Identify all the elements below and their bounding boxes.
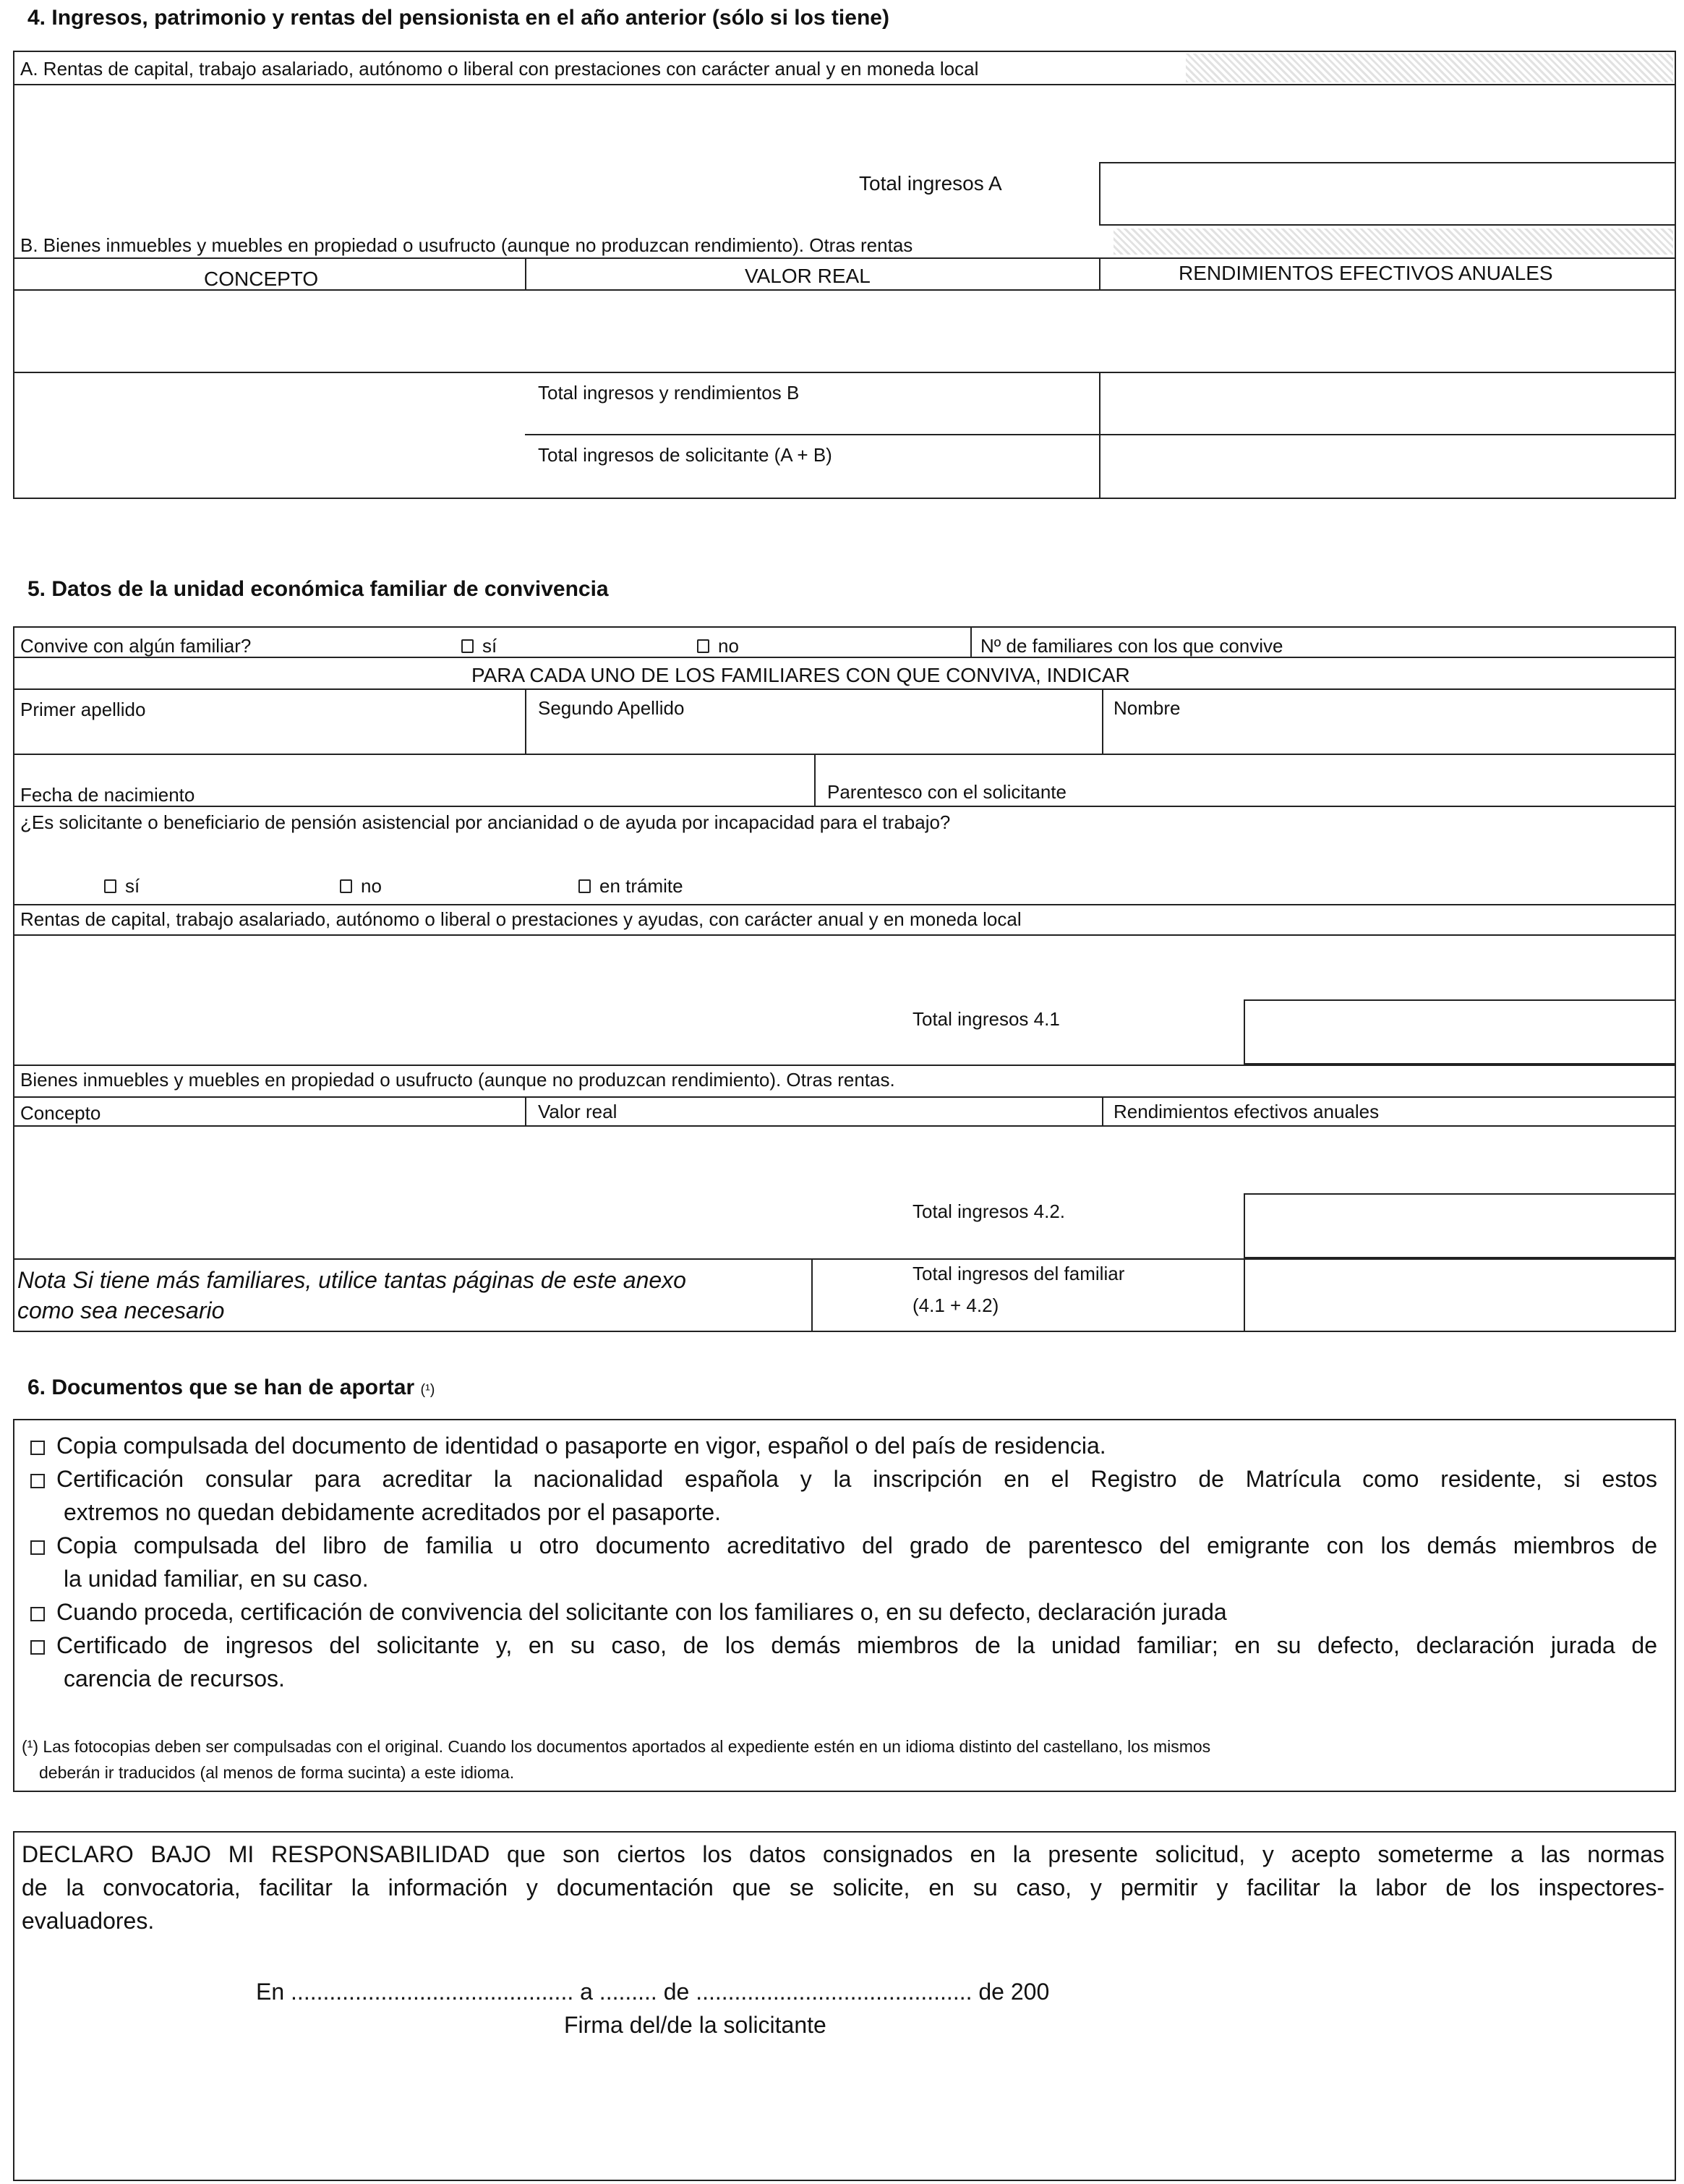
convive-no-option[interactable]: no [697,636,739,655]
list-item: Copia compulsada del libro de familia u otro documento acreditativo del grado de parentesco del emigrante con los demás miembros de [30,1532,1657,1560]
para-cada-heading: PARA CADA UNO DE LOS FAMILIARES CON QUE CONVIVA, INDICAR [471,664,1130,686]
total-ab-label: Total ingresos de solicitante (A + B) [538,444,832,466]
checkbox-no[interactable] [340,879,352,893]
convive-label: Convive con algún familiar? [20,635,252,657]
document-checkbox[interactable] [30,1474,45,1488]
pension-tramite-option[interactable]: en trámite [578,876,683,895]
list-item: Cuando proceda, certificación de convivencia del solicitante con los familiares o, en su defecto, declaración jurada [30,1598,1657,1626]
col-valor-real: Valor real [538,1101,617,1122]
list-item-continuation: extremos no quedan debidamente acreditados por el pasaporte. [64,1499,722,1525]
col-valor-real: VALOR REAL [745,265,871,287]
parentesco-label: Parentesco con el solicitante [827,781,1067,803]
rentas-label: Rentas de capital, trabajo asalariado, autónomo o liberal o prestaciones y ayudas, con carácter anual y en moneda local [20,908,1022,930]
convive-si-option[interactable]: sí [461,636,497,655]
document-checkbox[interactable] [30,1640,45,1655]
num-familiares-label: Nº de familiares con los que convive [980,635,1283,657]
checkbox-si[interactable] [461,639,474,653]
nombre-label: Nombre [1114,697,1181,719]
nota-line1: Nota Si tiene más familiares, utilice tantas páginas de este anexo [17,1267,686,1293]
shaded-area [1114,229,1673,255]
firma-label: Firma del/de la solicitante [564,2012,826,2038]
document-checkbox[interactable] [30,1540,45,1555]
footnote-line2: deberán ir traducidos (al menos de forma sucinta) a este idioma. [39,1763,515,1782]
section4-title: 4. Ingresos, patrimonio y rentas del pensionista en el año anterior (sólo si los tiene) [27,6,889,30]
declaration-line3: evaluadores. [22,1908,155,1934]
checkbox-no[interactable] [697,639,709,653]
primer-apellido-label: Primer apellido [20,699,146,720]
pension-si-option[interactable]: sí [104,876,140,895]
pension-no-option[interactable]: no [340,876,382,895]
list-item-continuation: carencia de recursos. [64,1665,285,1692]
segundo-apellido-label: Segundo Apellido [538,697,685,719]
checkbox-si[interactable] [104,879,116,893]
fecha-nacimiento-label: Fecha de nacimiento [20,784,195,806]
total-familiar-line2: (4.1 + 4.2) [912,1294,999,1316]
total-42-field[interactable] [1244,1193,1676,1258]
col-rendimientos: Rendimientos efectivos anuales [1114,1101,1380,1122]
total-a-field[interactable] [1099,162,1676,226]
nota-line2: como sea necesario [17,1297,225,1323]
section4-b-header: B. Bienes inmuebles y muebles en propiedad o usufructo (aunque no produzcan rendimiento). Otras rentas [20,234,913,256]
total-ab-field[interactable] [1099,434,1676,499]
declaration-line2: de la convocatoria, facilitar la información y documentación que se solicite, en su caso, y permitir y facilitar la labor de los inspectores- [22,1874,1664,1901]
section6-title: 6. Documentos que se han de aportar (¹) [27,1375,435,1399]
total-a-label: Total ingresos A [859,172,1002,195]
shaded-area [1186,54,1673,82]
footnote-line1: (¹) Las fotocopias deben ser compulsadas con el original. Cuando los documentos aportados al expediente estén en un idioma distinto del castellano, los mismos [22,1737,1211,1756]
document-checkbox[interactable] [30,1607,45,1621]
checkbox-en-tramite[interactable] [578,879,591,893]
list-item-continuation: la unidad familiar, en su caso. [64,1566,369,1592]
list-item: Certificado de ingresos del solicitante y, en su caso, de los demás miembros de la unidad familiar; en su defecto, declaración jurada de [30,1631,1657,1660]
col-concepto: Concepto [20,1102,101,1124]
col-concepto: CONCEPTO [204,268,319,290]
place-date-line[interactable]: En ............................................ a ......... de ........................................... de 200 [256,1979,1050,2005]
declaration-line1: DECLARO BAJO MI RESPONSABILIDAD que son ciertos los datos consignados en la presente solicitud, y acepto someterme a las normas [22,1841,1664,1867]
total-b-label: Total ingresos y rendimientos B [538,382,800,404]
total-41-field[interactable] [1244,999,1676,1065]
bienes-label: Bienes inmuebles y muebles en propiedad o usufructo (aunque no produzcan rendimiento). Otras rentas. [20,1069,895,1091]
list-item: Copia compulsada del documento de identidad o pasaporte en vigor, español o del país de residencia. [30,1432,1657,1460]
total-42-label: Total ingresos 4.2. [912,1200,1066,1222]
list-item: Certificación consular para acreditar la nacionalidad española y la inscripción en el Registro de Matrícula como residente, si estos [30,1465,1657,1493]
document-checkbox[interactable] [30,1441,45,1455]
total-41-label: Total ingresos 4.1 [912,1008,1060,1030]
section5-title: 5. Datos de la unidad económica familiar de convivencia [27,577,609,601]
section4-a-header: A. Rentas de capital, trabajo asalariado, autónomo o liberal con prestaciones con carácter anual y en moneda local [20,58,979,80]
col-rendimientos: RENDIMIENTOS EFECTIVOS ANUALES [1179,262,1553,284]
pregunta-pension: ¿Es solicitante o beneficiario de pensión asistencial por ancianidad o de ayuda por incapacidad para el trabajo? [20,811,951,833]
total-familiar-line1: Total ingresos del familiar [912,1263,1125,1284]
